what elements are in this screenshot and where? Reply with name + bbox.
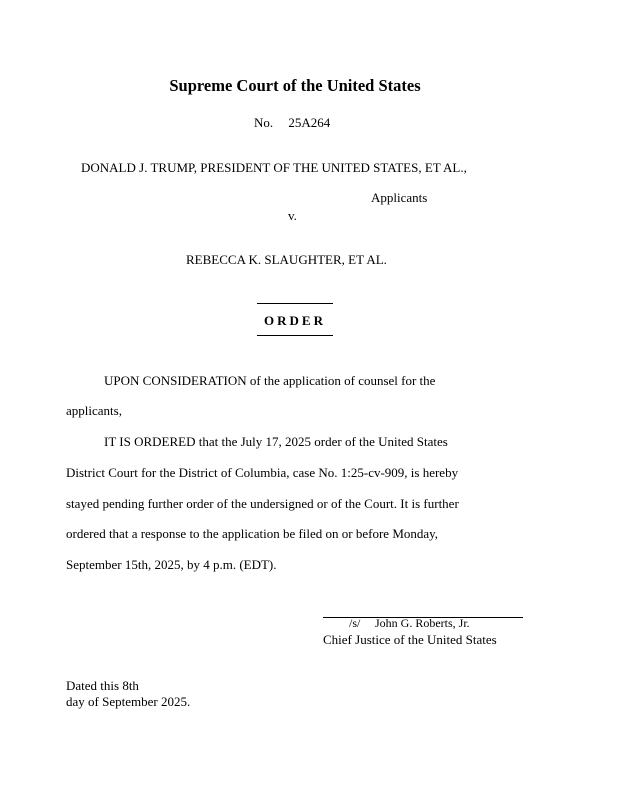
dated-line-1: Dated this 8th <box>66 678 139 693</box>
order-body-line: applicants, <box>66 403 122 418</box>
order-rule-top <box>257 303 333 304</box>
order-rule-bottom <box>257 335 333 336</box>
order-body-line: stayed pending further order of the undersigned or of the Court. It is further <box>66 496 459 511</box>
signature-line <box>323 616 523 630</box>
signer-title: Chief Justice of the United States <box>323 632 497 647</box>
order-body-line: IT IS ORDERED that the July 17, 2025 order of the United States <box>104 434 448 449</box>
order-body-line: ordered that a response to the application be filed on or before Monday, <box>66 526 439 541</box>
versus-label: v. <box>288 208 297 223</box>
case-number: No. 25A264 <box>254 115 331 130</box>
order-body-line: District Court for the District of Columbia, case No. 1:25-cv-909, is hereby <box>66 465 459 480</box>
dated-line-2: day of September 2025. <box>66 694 191 709</box>
court-title: Supreme Court of the United States <box>169 76 421 95</box>
order-heading: ORDER <box>264 313 326 328</box>
order-body-line: September 15th, 2025, by 4 p.m. (EDT). <box>66 557 277 572</box>
signature-name: John G. Roberts, Jr. <box>375 616 470 630</box>
applicants-caption: DONALD J. TRUMP, PRESIDENT OF THE UNITED STATES, ET AL., <box>81 160 467 175</box>
order-body-line: UPON CONSIDERATION of the application of counsel for the <box>104 373 436 388</box>
applicants-role: Applicants <box>371 190 428 205</box>
respondents-caption: REBECCA K. SLAUGHTER, ET AL. <box>186 252 387 267</box>
signature-mark: /s/ <box>349 616 361 630</box>
